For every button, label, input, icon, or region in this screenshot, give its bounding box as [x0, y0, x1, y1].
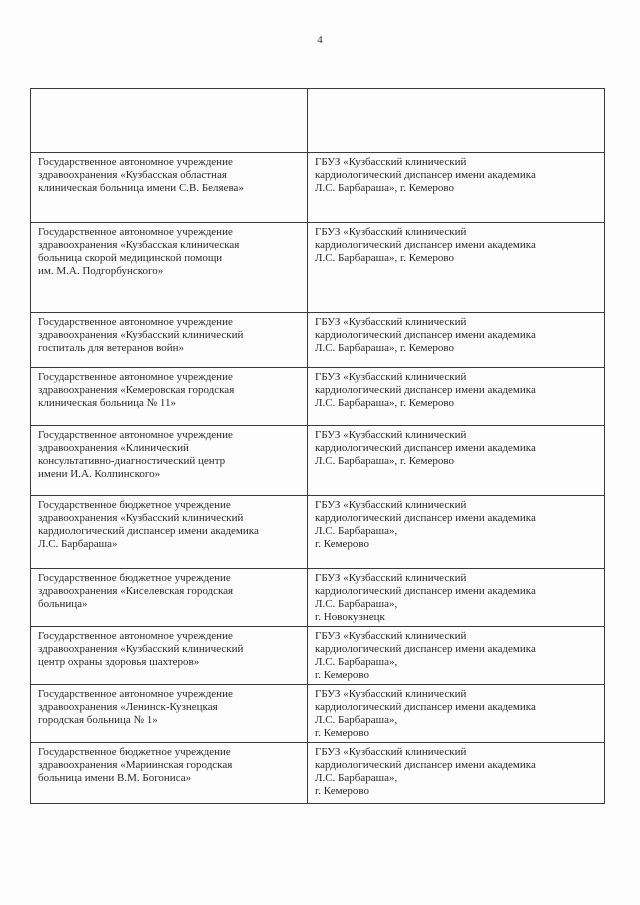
institution-text-line: Государственное автономное учреждение: [38, 156, 233, 168]
center-text-line: ГБУЗ «Кузбасский клинический: [315, 630, 467, 642]
table-body: [31, 89, 605, 804]
table-row: [31, 569, 605, 627]
center-text-line: кардиологический диспансер имени академика: [315, 585, 536, 597]
referral-center-cell: [308, 627, 605, 685]
center-text-line: ГБУЗ «Кузбасский клинический: [315, 746, 467, 758]
center-text-line: Л.С. Барбараша», г. Кемерово: [315, 397, 454, 409]
center-text-line: ГБУЗ «Кузбасский клинический: [315, 156, 467, 168]
institution-text-line: кардиологический диспансер имени академика: [38, 525, 259, 537]
institution-text-line: Государственное автономное учреждение: [38, 688, 233, 700]
institution-text-line: Государственное автономное учреждение: [38, 630, 233, 642]
referral-center-cell: [308, 569, 605, 627]
institution-text-line: больница»: [38, 598, 88, 610]
institution-cell: [31, 223, 308, 313]
institution-text-line: здравоохранения «Кузбасская клиническая: [38, 239, 240, 251]
institution-text-line: здравоохранения «Кузбасский клинический: [38, 512, 244, 524]
center-text-line: Л.С. Барбараша»,: [315, 525, 398, 537]
referral-center-cell: [308, 313, 605, 368]
institution-text-line: здравоохранения «Кемеровская городская: [38, 384, 235, 396]
institution-text-line: Государственное автономное учреждение: [38, 226, 233, 238]
institution-text-line: больница скорой медицинской помощи: [38, 252, 223, 264]
table-row: [31, 743, 605, 804]
institution-text-line: Государственное бюджетное учреждение: [38, 572, 231, 584]
institution-text-line: имени И.А. Колпинского»: [38, 468, 161, 480]
center-text-line: Л.С. Барбараша», г. Кемерово: [315, 455, 454, 467]
institution-text-line: Государственное бюджетное учреждение: [38, 746, 231, 758]
center-text-line: ГБУЗ «Кузбасский клинический: [315, 688, 467, 700]
center-text-line: г. Кемерово: [315, 669, 370, 681]
center-text-line: г. Кемерово: [315, 785, 370, 797]
center-text-line: ГБУЗ «Кузбасский клинический: [315, 429, 467, 441]
institution-cell: [31, 496, 308, 569]
referral-center-cell: [308, 743, 605, 804]
center-text-line: Л.С. Барбараша»,: [315, 772, 398, 784]
center-text-line: кардиологический диспансер имени академика: [315, 442, 536, 454]
institution-cell: [31, 569, 308, 627]
center-text-line: кардиологический диспансер имени академика: [315, 329, 536, 341]
table-row: [31, 685, 605, 743]
center-text-line: ГБУЗ «Кузбасский клинический: [315, 226, 467, 238]
center-text-line: ГБУЗ «Кузбасский клинический: [315, 572, 467, 584]
institution-text-line: здравоохранения «Клинический: [38, 442, 189, 454]
center-text-line: кардиологический диспансер имени академика: [315, 512, 536, 524]
institution-cell: [31, 685, 308, 743]
center-text-line: Л.С. Барбараша», г. Кемерово: [315, 182, 454, 194]
table-row: [31, 223, 605, 313]
institution-text-line: здравоохранения «Кузбасская областная: [38, 169, 227, 181]
institution-text-line: Государственное автономное учреждение: [38, 371, 233, 383]
table-row: [31, 627, 605, 685]
institution-cell: [31, 426, 308, 496]
table-row: [31, 153, 605, 223]
institution-cell: [31, 743, 308, 804]
institution-text-line: клиническая больница имени С.В. Беляева»: [38, 182, 244, 194]
center-text-line: г. Кемерово: [315, 727, 370, 739]
institution-text-line: здравоохранения «Кузбасский клинический: [38, 643, 244, 655]
center-text-line: кардиологический диспансер имени академика: [315, 759, 536, 771]
header-cell-institution: [31, 89, 308, 153]
referral-center-cell: [308, 496, 605, 569]
center-text-line: г. Кемерово: [315, 538, 370, 550]
center-text-line: Л.С. Барбараша», г. Кемерово: [315, 252, 454, 264]
center-text-line: кардиологический диспансер имени академика: [315, 643, 536, 655]
header-cell-center: [308, 89, 605, 153]
table-row: [31, 496, 605, 569]
institution-cell: [31, 627, 308, 685]
referral-center-cell: [308, 426, 605, 496]
institution-text-line: консультативно-диагностический центр: [38, 455, 226, 467]
referral-center-cell: [308, 153, 605, 223]
referral-center-cell: [308, 223, 605, 313]
center-text-line: кардиологический диспансер имени академика: [315, 384, 536, 396]
institution-text-line: центр охраны здоровья шахтеров»: [38, 656, 200, 668]
referral-center-cell: [308, 368, 605, 426]
referral-center-cell: [308, 685, 605, 743]
institution-text-line: здравоохранения «Мариинская городская: [38, 759, 233, 771]
center-text-line: Л.С. Барбараша»,: [315, 598, 398, 610]
institution-text-line: здравоохранения «Ленинск-Кузнецкая: [38, 701, 218, 713]
institution-text-line: здравоохранения «Кузбасский клинический: [38, 329, 244, 341]
table-row: [31, 368, 605, 426]
center-text-line: кардиологический диспансер имени академика: [315, 239, 536, 251]
institution-text-line: Государственное автономное учреждение: [38, 316, 233, 328]
institution-text-line: городская больница № 1»: [38, 714, 158, 726]
institution-cell: [31, 313, 308, 368]
institution-text-line: им. М.А. Подгорбунского»: [38, 265, 164, 277]
center-text-line: ГБУЗ «Кузбасский клинический: [315, 316, 467, 328]
page-number: 4: [317, 34, 323, 46]
center-text-line: кардиологический диспансер имени академика: [315, 169, 536, 181]
institution-text-line: госпиталь для ветеранов войн»: [38, 342, 185, 354]
institution-text-line: Государственное бюджетное учреждение: [38, 499, 231, 511]
institution-cell: [31, 153, 308, 223]
center-text-line: ГБУЗ «Кузбасский клинический: [315, 371, 467, 383]
institution-text-line: клиническая больница № 11»: [38, 397, 177, 409]
institutions-table: [30, 88, 605, 804]
center-text-line: Л.С. Барбараша», г. Кемерово: [315, 342, 454, 354]
institution-text-line: здравоохранения «Киселевская городская: [38, 585, 234, 597]
center-text-line: кардиологический диспансер имени академика: [315, 701, 536, 713]
center-text-line: г. Новокузнецк: [315, 611, 385, 623]
institution-text-line: Л.С. Барбараша»: [38, 538, 118, 550]
institution-cell: [31, 368, 308, 426]
center-text-line: ГБУЗ «Кузбасский клинический: [315, 499, 467, 511]
table-header-row: [31, 89, 605, 153]
center-text-line: Л.С. Барбараша»,: [315, 656, 398, 668]
table-row: [31, 426, 605, 496]
table-row: [31, 313, 605, 368]
institution-text-line: Государственное автономное учреждение: [38, 429, 233, 441]
center-text-line: Л.С. Барбараша»,: [315, 714, 398, 726]
institution-text-line: больница имени В.М. Богониса»: [38, 772, 192, 784]
